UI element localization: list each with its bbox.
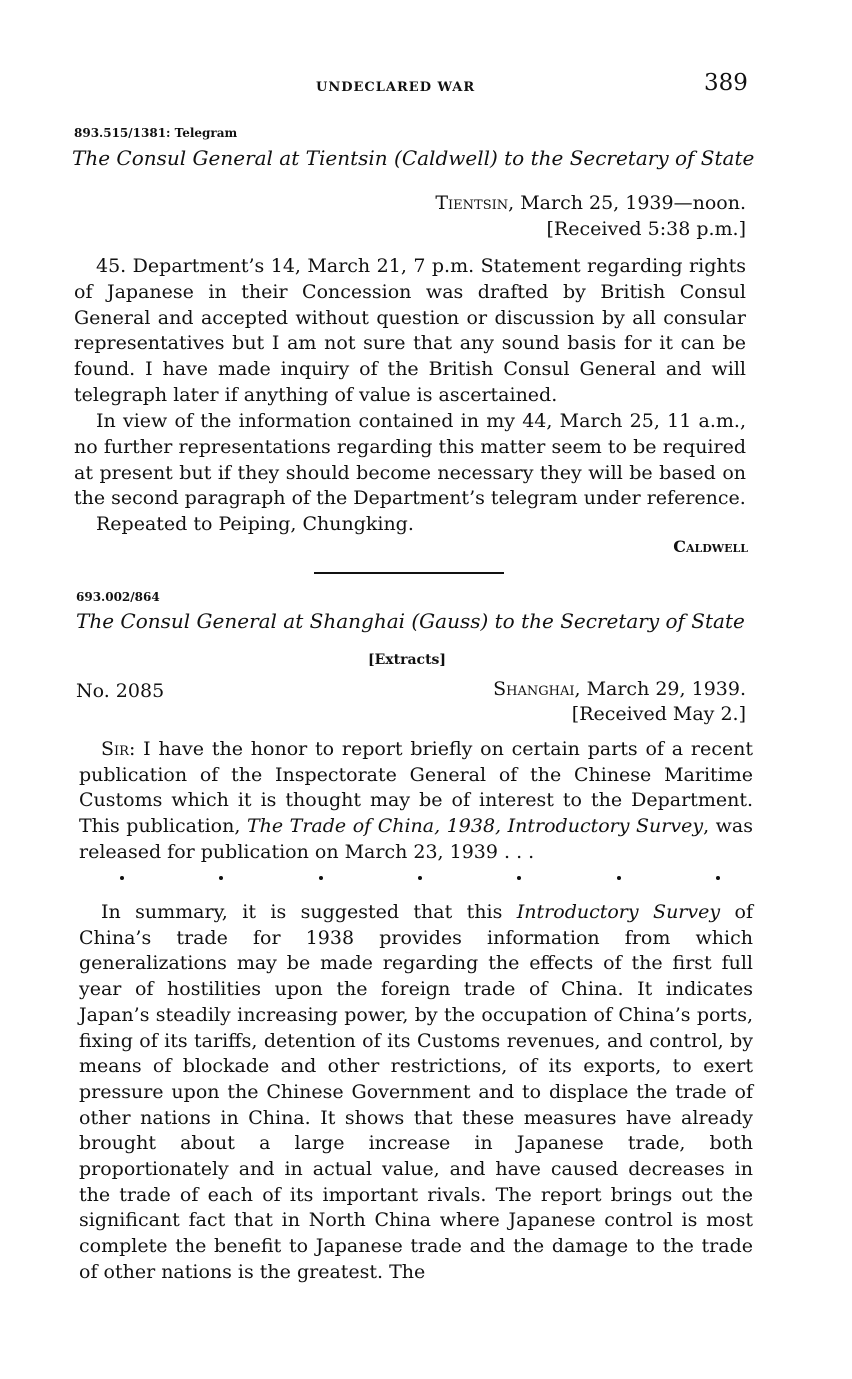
dateline-place-2: Shanghai: [493, 678, 575, 700]
despatch-paragraph-2-text-a: In summary, it is suggested that this: [101, 901, 517, 923]
telegram-paragraph-2: In view of the information contained in my 44, March 25, 11 a.m., no further representations regarding this matter seem to be required at present but if they should become necessary they will be based on the second paragraph of the Department’s telegram under reference.: [74, 410, 746, 510]
file-number-2: 693.002/864: [76, 590, 160, 604]
signature-caldwell: Caldwell: [673, 537, 748, 556]
salutation: Sir: [101, 738, 129, 760]
despatch-paragraph-2: [79, 900, 753, 1286]
running-head: UNDECLARED WAR: [316, 80, 476, 95]
extracts-label: [Extracts]: [368, 652, 447, 668]
dateline-2: [493, 678, 746, 700]
despatch-paragraph-1-text-b: , was released for publication on March 23, 1939 . . .: [79, 815, 754, 863]
omission-dot: [617, 876, 621, 880]
publication-title: The Trade of China, 1938, Introductory Survey: [246, 815, 704, 838]
omission-dot: [219, 876, 223, 880]
omission-dot: [319, 876, 323, 880]
despatch-paragraph-1-text-a: : I have the honor to report briefly on certain parts of a recent publication of the Inspectorate General of the Chinese Maritime Customs which it is thought may be of interest to the Department. This publication,: [79, 738, 753, 838]
file-number-1: 893.515/1381: Telegram: [74, 126, 238, 140]
omission-dot: [517, 876, 521, 880]
survey-title: Introductory Survey: [516, 901, 721, 923]
telegram-paragraph-1: 45. Department’s 14, March 21, 7 p.m. Statement regarding rights of Japanese in their Concession was drafted by British Consul General and accepted without question or discussion by all consular representatives but I am not sure that any sound basis for it can be found. I have made inquiry of the British Consul General and will telegraph later if anything of value is ascertained.: [74, 255, 746, 406]
omission-marker: [120, 876, 720, 880]
telegram-paragraph-3: Repeated to Peiping, Chungking.: [96, 513, 414, 535]
section-divider: [314, 572, 504, 574]
received-1: [Received 5:38 p.m.]: [546, 218, 746, 240]
dateline-1: [435, 192, 746, 214]
despatch-number: No. 2085: [76, 680, 165, 702]
despatch-paragraph-2-text-b: of China’s trade for 1938 provides information from which generalizations may be made regarding the effects of the first full year of hostilities upon the foreign trade of China. It indicates Japan’s steadily increasing power, by the occupation of China’s ports, fixing of its tariffs, detention of its Customs revenues, and control, by means of blockade and other restrictions, of its exports, to exert pressure upon the Chinese Government and to displace the trade of other nations in China. It shows that these measures have already brought about a large increase in Japanese trade, both proportionately and in actual value, and have caused decreases in the trade of each of its important rivals. The report brings out the significant fact that in North China where Japanese control is most complete the benefit to Japanese trade and the damage to the trade of other nations is the greatest. The: [79, 901, 754, 1283]
document-title-1: The Consul General at Tientsin (Caldwell) to the Secretary of State: [72, 146, 755, 170]
received-2: [Received May 2.]: [571, 703, 746, 725]
omission-dot: [418, 876, 422, 880]
document-title-2: The Consul General at Shanghai (Gauss) to the Secretary of State: [76, 609, 745, 633]
page-number: 389: [704, 70, 748, 96]
dateline-place-1: Tientsin: [435, 192, 509, 214]
dateline-date-2: , March 29, 1939.: [574, 678, 746, 700]
omission-dot: [120, 876, 124, 880]
dateline-date-1: , March 25, 1939—noon.: [508, 192, 746, 214]
despatch-paragraph-1: [79, 737, 753, 866]
omission-dot: [716, 876, 720, 880]
